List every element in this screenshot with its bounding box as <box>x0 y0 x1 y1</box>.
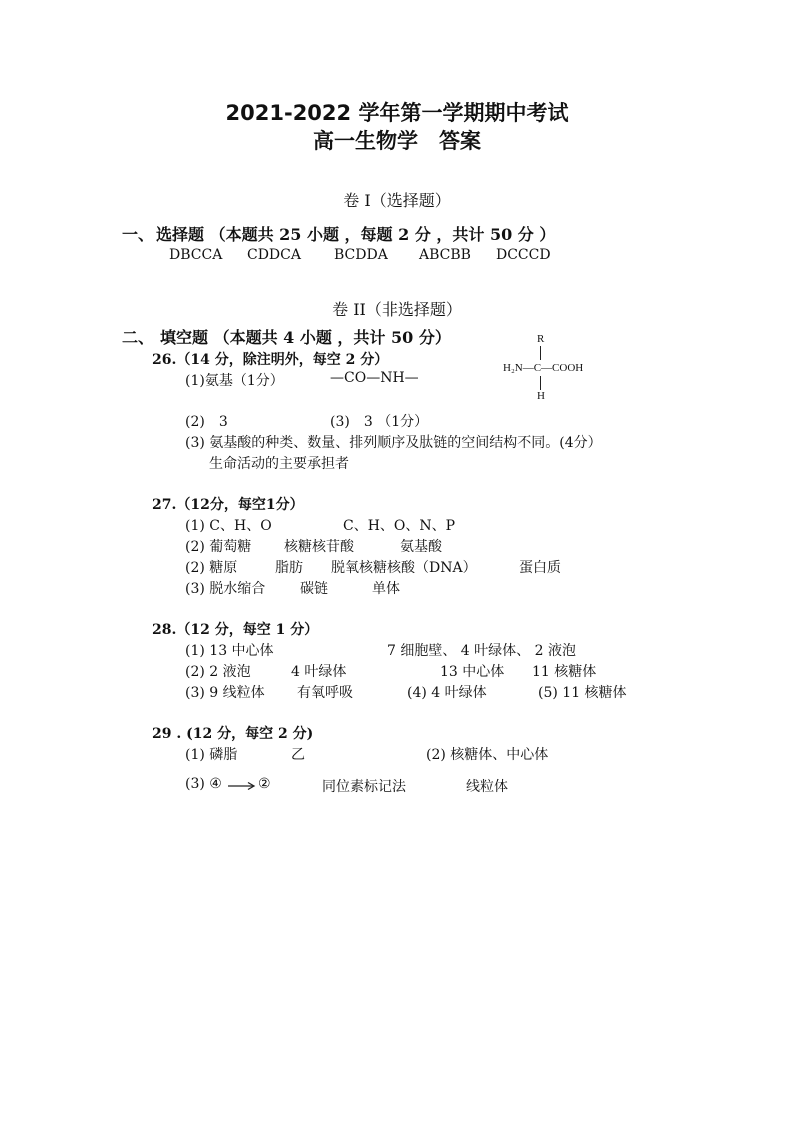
arrow-right-icon <box>227 781 257 791</box>
q27-answer-4b: 碳链 <box>300 581 328 597</box>
formula-r-group: R <box>537 333 545 345</box>
q28-answer-3a: (3) 9 线粒体 <box>185 685 265 701</box>
q29-answer-1b: 乙 <box>291 747 305 763</box>
answer-group-1: DBCCA <box>169 247 223 263</box>
q27-answer-2a: (2) 葡萄糖 <box>185 539 252 555</box>
answer-group-4: ABCBB <box>419 247 471 263</box>
part2-heading: 卷 II（非选择题） <box>332 300 462 319</box>
q27-answer-4a: (3) 脱水缩合 <box>185 581 266 597</box>
part1-heading: 卷 I（选择题） <box>343 191 451 210</box>
q28-heading: 28.（12 分，每空 1 分） <box>152 622 319 638</box>
formula-bond-bottom <box>540 376 541 390</box>
q27-answer-2b: 核糖核苷酸 <box>284 539 354 555</box>
q28-answer-2a: (2) 2 液泡 <box>185 664 251 680</box>
q29-answer-1a: (1) 磷脂 <box>185 747 238 763</box>
exam-title: 2021-2022 学年第一学期期中考试 <box>225 101 569 125</box>
part1-section-label: 一、 <box>122 225 155 244</box>
q26-heading: 26.（14 分，除注明外，每空 2 分） <box>152 352 389 368</box>
exam-subtitle: 高一生物学 答案 <box>313 129 481 153</box>
q29-answer-1c: (2) 核糖体、中心体 <box>426 747 549 763</box>
q28-answer-3d: (5) 11 核糖体 <box>538 685 627 701</box>
q28-answer-2c: 13 中心体 <box>440 664 505 680</box>
q27-answer-3d: 蛋白质 <box>519 560 561 576</box>
q26-answer-2b: (3) 3 （1分） <box>330 414 429 430</box>
q28-answer-1b: 7 细胞壁、 4 叶绿体、 2 液泡 <box>387 643 576 659</box>
q27-answer-3c: 脱氧核糖核酸（DNA） <box>331 560 477 576</box>
q28-answer-3b: 有氧呼吸 <box>297 685 353 701</box>
q28-answer-3c: (4) 4 叶绿体 <box>407 685 487 701</box>
q27-answer-1a: (1) C、H、O <box>185 518 272 534</box>
q26-answer-2a: (2) 3 <box>185 414 228 430</box>
q28-answer-2b: 4 叶绿体 <box>291 664 347 680</box>
q26-answer-3: (3) 氨基酸的种类、数量、排列顺序及肽链的空间结构不同。(4分） <box>185 435 602 451</box>
q27-answer-1b: C、H、O、N、P <box>343 518 456 534</box>
q26-answer-4: 生命活动的主要承担者 <box>209 456 349 472</box>
q29-answer-2c: 同位素标记法 <box>322 779 406 795</box>
answer-group-2: CDDCA <box>247 247 301 263</box>
q29-answer-2b: ② <box>258 776 271 792</box>
q27-answer-4c: 单体 <box>372 581 400 597</box>
answer-group-3: BCDDA <box>334 247 388 263</box>
answer-group-5: DCCCD <box>496 247 551 263</box>
q27-answer-2c: 氨基酸 <box>400 539 442 555</box>
q27-heading: 27.（12分，每空1分） <box>152 497 304 513</box>
q26-answer-1a: (1)氨基（1分） <box>185 373 284 389</box>
q29-heading: 29 . (12 分，每空 2 分) <box>152 726 314 742</box>
q26-answer-1b: —CO—NH— <box>330 370 419 386</box>
q28-answer-1a: (1) 13 中心体 <box>185 643 274 659</box>
q27-answer-3a: (2) 糖原 <box>185 560 238 576</box>
formula-bond-top <box>540 346 541 360</box>
formula-h-group: H <box>537 390 545 402</box>
q27-answer-3b: 脂肪 <box>275 560 303 576</box>
q29-answer-2a: (3) ④ <box>185 776 222 792</box>
formula-main-chain: H₂N—C—COOH <box>503 362 584 374</box>
part2-section-title: 填空题 （本题共 4 小题 ，共计 50 分） <box>160 328 451 347</box>
q28-answer-2d: 11 核糖体 <box>532 664 597 680</box>
part2-section-label: 二、 <box>122 328 155 347</box>
q29-answer-2d: 线粒体 <box>466 779 508 795</box>
part1-section-title: 选择题 （本题共 25 小题 ，每题 2 分 ，共计 50 分 ） <box>156 225 556 244</box>
